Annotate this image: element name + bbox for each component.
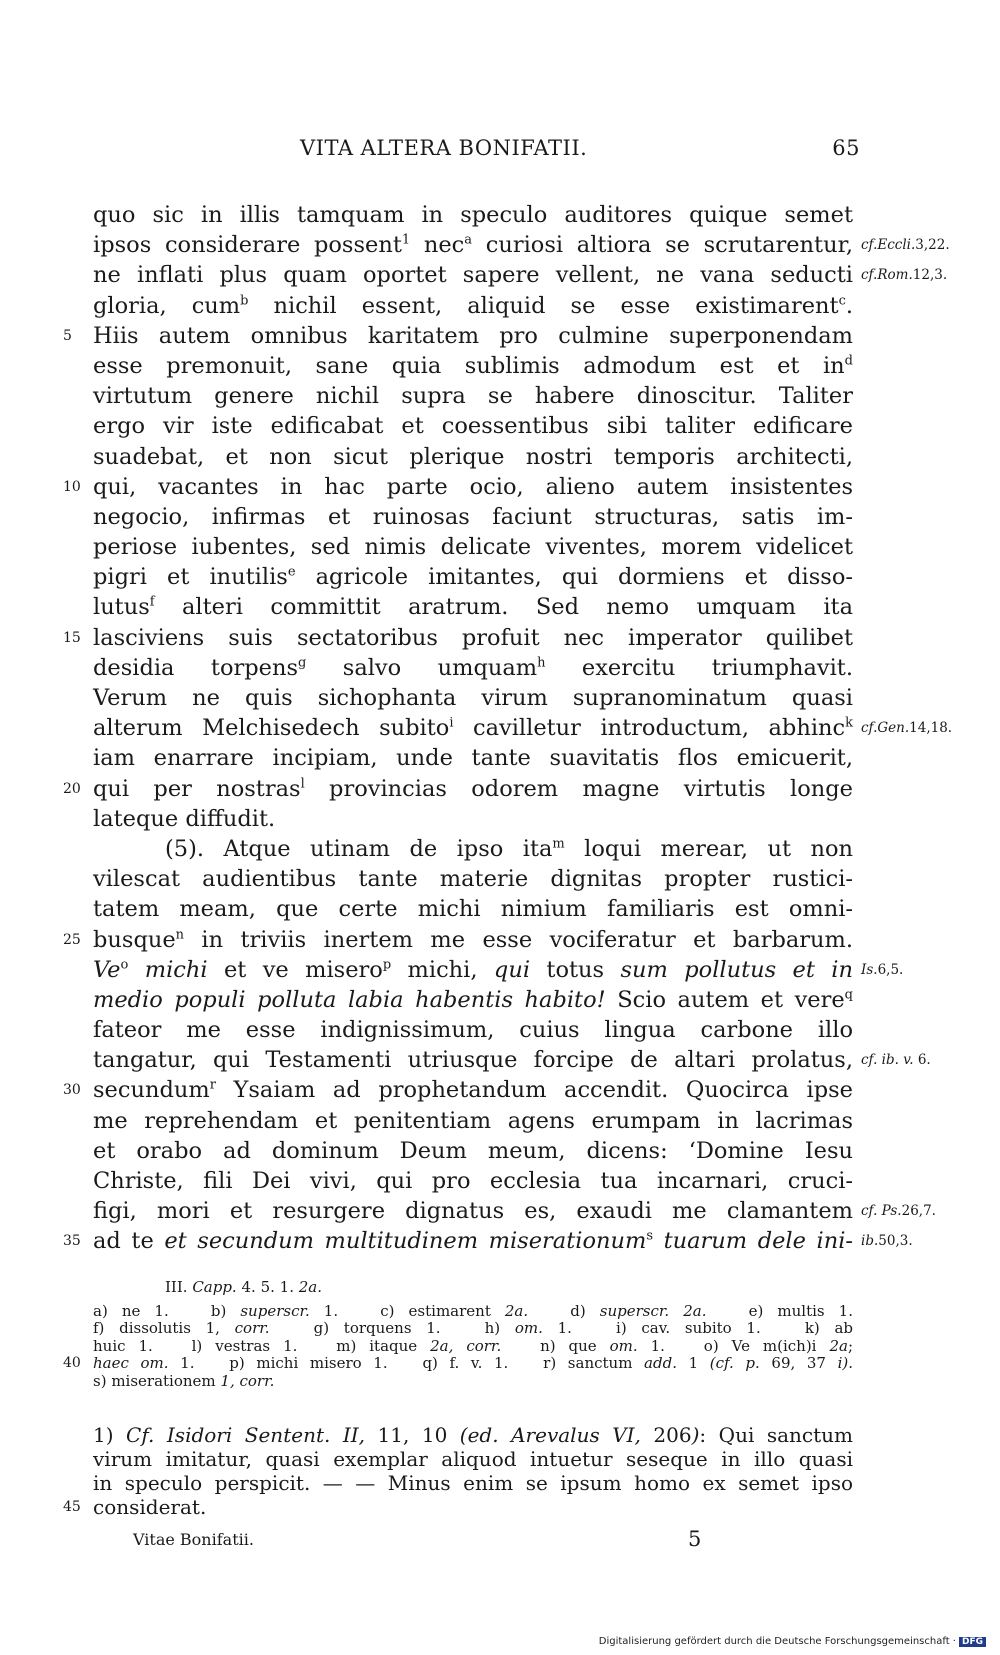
apparatus-heading: III. Capp. 4. 5. 1. 2a. <box>165 1278 322 1296</box>
line-text: alterum Melchisedech subito$^i$ cavilletur introductum, abhinc$^k$ <box>93 715 853 742</box>
text-line <box>93 291 853 321</box>
line-text: qui, vacantes in hac parte ocio, alieno autem insistentes <box>93 473 853 500</box>
line-text: figi, mori et resurgere dignatus es, exaudi me clamantem <box>93 1198 853 1225</box>
line-text: me reprehendam et penitentiam agens erumpam in lacrimas <box>93 1107 853 1134</box>
line-number: 40 <box>63 1355 81 1372</box>
apparatus-text: a) ne 1. b) superscr. 1. c) estimarent 2a. d) superscr. 2a. e) multis 1. <box>93 1301 853 1320</box>
text-line <box>93 502 853 532</box>
text-line <box>93 894 853 924</box>
credit-text: Digitalisierung gefördert durch die Deutsche Forschungsgemeinschaft · <box>598 1636 956 1647</box>
line-text: Ve$^o$ michi et ve misero$^p$ michi, qui totus sum pollutus et in <box>93 956 853 983</box>
text-line <box>93 351 853 381</box>
line-text: suadebat, et non sicut plerique nostri temporis architecti, <box>93 443 853 470</box>
apparatus-line <box>93 1320 853 1338</box>
line-text: qui per nostras$^l$ provincias odorem magne virtutis longe <box>93 775 853 802</box>
footnote-line <box>93 1471 853 1495</box>
text-line <box>93 713 953 743</box>
line-text: iam enarrare incipiam, unde tante suavitatis flos emicuerit, <box>93 745 853 772</box>
line-number: 10 <box>63 478 81 495</box>
text-line <box>93 1136 853 1166</box>
line-text: medio populi polluta labia habentis habito! Scio autem et vere$^q$ <box>93 986 853 1013</box>
text-line <box>93 1106 853 1136</box>
footnote-text: in speculo perspicit. — — Minus enim se ipsum homo ex semet ipso <box>93 1471 853 1495</box>
apparatus-line <box>63 1354 853 1373</box>
line-text: et orabo ad dominum Deum meum, dicens: ‘Domine Iesu <box>93 1137 853 1164</box>
text-line <box>93 955 904 985</box>
line-text: lasciviens suis sectatoribus profuit nec imperator quilibet <box>93 624 853 651</box>
line-text: ipsos considerare possent$^1$ nec$^a$ curiosi altiora se scrutarentur, <box>93 232 854 259</box>
text-line <box>93 804 853 834</box>
text-line <box>63 774 853 804</box>
text-line <box>93 683 853 713</box>
footnote-text: 1) Cf. Isidori Sentent. II, 11, 10 (ed. Arevalus VI, 206): Qui sanctum <box>93 1423 854 1447</box>
text-line <box>93 834 853 864</box>
apparatus-line <box>93 1373 853 1391</box>
line-text: ergo vir iste edificabat et coessentibus sibi taliter edificare <box>93 413 853 440</box>
footnotes <box>63 1423 854 1519</box>
line-text: quo sic in illis tamquam in speculo auditores quique semet <box>93 202 853 228</box>
line-text: tangatur, qui Testamenti utriusque forcipe de altari prolatus, <box>93 1047 853 1074</box>
text-line <box>93 864 853 894</box>
line-text: (5). Atque utinam de ipso ita$^m$ loqui merear, ut non <box>165 835 853 862</box>
margin-reference: cf.Eccli.3,22. <box>861 237 950 254</box>
line-text: fateor me esse indignissimum, cuius lingua carbone illo <box>93 1017 853 1044</box>
line-number: 45 <box>63 1499 81 1515</box>
line-number: 30 <box>63 1082 81 1099</box>
text-line <box>93 260 948 290</box>
text-line <box>93 411 853 441</box>
critical-apparatus <box>63 1278 854 1391</box>
footnote-line <box>93 1423 853 1447</box>
text-line <box>93 562 853 592</box>
text-line <box>63 1226 913 1256</box>
apparatus-text: haec om. 1. p) michi misero 1. q) f. v. 1. r) sanctum add. 1 (cf. p. 69, 37 i). <box>93 1354 853 1373</box>
margin-reference: Is.6,5. <box>861 961 904 978</box>
line-text: Christe, fili Dei vivi, qui pro ecclesia tua incarnari, cruci- <box>93 1168 853 1194</box>
text-line <box>63 623 853 653</box>
line-number: 15 <box>63 629 81 646</box>
line-text: negocio, infirmas et ruinosas faciunt structuras, satis im- <box>93 503 853 530</box>
text-line <box>63 321 853 351</box>
signature-title: Vitae Bonifatii. <box>133 1530 254 1549</box>
line-text: ne inflati plus quam oportet sapere vellent, ne vana seducti <box>93 262 853 289</box>
line-text: secundum$^r$ Ysaiam ad prophetandum accendit. Quocirca ipse <box>93 1077 853 1104</box>
text-line <box>63 925 853 955</box>
line-text: ad te et secundum multitudinem miserationum$^s$ tuarum dele ini- <box>93 1228 854 1255</box>
line-text: pigri et inutilis$^e$ agricole imitantes, qui dormiens et disso- <box>93 564 853 591</box>
margin-reference: cf.Gen.14,18. <box>861 720 953 737</box>
line-text: Verum ne quis sichophanta virum supranominatum quasi <box>93 685 853 711</box>
footnote-text: virum imitatur, quasi exemplar aliquod intuetur seseque in illo quasi <box>93 1447 853 1471</box>
line-number: 20 <box>63 780 81 797</box>
margin-reference: cf.Rom.12,3. <box>861 267 948 284</box>
text-line <box>93 442 853 472</box>
line-text: tatem meam, que certe michi nimium familiaris est omni- <box>93 896 853 923</box>
margin-reference: ib.50,3. <box>861 1233 913 1250</box>
line-text: desidia torpens$^g$ salvo umquam$^h$ exercitu triumphavit. <box>93 654 853 681</box>
apparatus-text: f) dissolutis 1, corr. g) torquens 1. h) om. 1. i) cav. subito 1. k) ab <box>93 1319 854 1338</box>
text-line <box>93 1196 936 1226</box>
apparatus-line <box>93 1303 853 1321</box>
text-line <box>93 200 853 230</box>
footnote-line <box>93 1447 853 1471</box>
running-header <box>300 136 860 170</box>
apparatus-line <box>93 1338 853 1356</box>
text-line <box>93 230 950 260</box>
line-number: 35 <box>63 1233 81 1250</box>
text-line <box>93 1166 853 1196</box>
line-number: 25 <box>63 931 81 948</box>
line-text: vilescat audientibus tante materie dignitas propter rustici- <box>93 866 853 893</box>
running-title: VITA ALTERA BONIFATII. <box>300 136 588 160</box>
line-number: 5 <box>63 327 72 344</box>
line-text: lutus$^f$ alteri committit aratrum. Sed nemo umquam ita <box>93 594 853 621</box>
line-text: busque$^n$ in triviis inertem me esse vociferatur et barbarum. <box>93 926 853 953</box>
line-text: lateque diffudit. <box>93 805 276 832</box>
text-line <box>93 592 853 622</box>
line-text: virtutum genere nichil supra se habere dinoscitur. Taliter <box>93 383 853 410</box>
signature-mark: 5 <box>688 1527 702 1551</box>
line-text: gloria, cum$^b$ nichil essent, aliquid se esse existimarent$^c$. <box>93 292 853 319</box>
text-line <box>93 1045 931 1075</box>
line-text: Hiis autem omnibus karitatem pro culmine superponendam <box>93 322 853 349</box>
line-text: esse premonuit, sane quia sublimis admodum est et $in^d$ <box>93 352 853 379</box>
margin-reference: cf. ib. v. 6. <box>861 1052 931 1069</box>
footnote-line <box>63 1495 853 1519</box>
footnote-text: considerat. <box>93 1495 207 1519</box>
text-line <box>93 985 853 1015</box>
line-text: periose iubentes, sed nimis delicate viventes, morem videlicet <box>93 534 853 561</box>
apparatus-text: huic 1. l) vestras 1. m) itaque 2a, corr. n) que om. 1. o) Ve m(ich)i 2a; <box>93 1336 853 1355</box>
dfg-logo: DFG <box>959 1637 986 1647</box>
main-text <box>63 200 953 1257</box>
text-line <box>93 381 853 411</box>
digitization-credit <box>599 1636 986 1647</box>
text-line <box>93 653 853 683</box>
apparatus-text: s) miserationem 1, corr. <box>93 1371 275 1390</box>
text-line <box>63 472 853 502</box>
margin-reference: cf. Ps.26,7. <box>861 1203 936 1220</box>
text-line <box>93 532 853 562</box>
text-line <box>93 743 853 773</box>
page-number: 65 <box>832 136 860 160</box>
text-line <box>63 1075 853 1105</box>
text-line <box>93 1015 853 1045</box>
